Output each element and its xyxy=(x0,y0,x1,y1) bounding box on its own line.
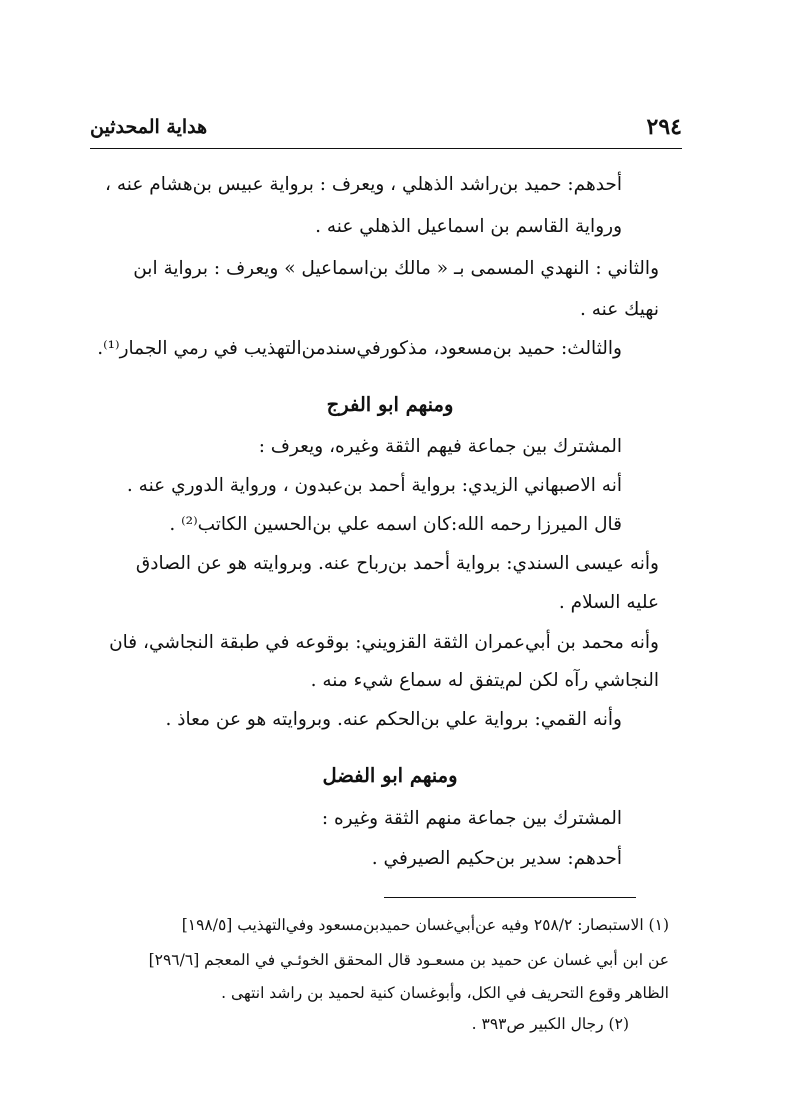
body-line: وأنه محمد بن أبي‌عمران الثقة القزويني: بوقوعه في طبقة النجاشي، فان xyxy=(109,632,659,653)
footnote-line: عن ابن أبي غسان عن حميد بن مسعـود قال المحقق الخوئـي في المعجم [٢٩٦/٦] xyxy=(148,951,669,969)
footnote-divider xyxy=(384,897,636,898)
body-line: أنه الاصبهاني الزيدي: برواية أحمد بن‌عبدون ، ورواية الدوري عنه . xyxy=(126,475,622,496)
body-line: وأنه القمي: برواية علي بن‌الحكم عنه. وبروايته هو عن معاذ . xyxy=(165,709,622,730)
section-heading: ومنهم ابو الفرج xyxy=(326,393,454,416)
page-number: ٢٩٤ xyxy=(646,114,682,140)
body-line: ورواية القاسم بن اسماعيل الذهلي عنه . xyxy=(315,216,622,237)
body-line: نهيك عنه . xyxy=(579,299,659,320)
footnote-line: (١) الاستبصار: ٢٥٨/٢ وفيه عن‌أبي‌غسان حميدبن‌مسعود وفي‌التهذيب [١٩٨/٥] xyxy=(181,916,669,934)
section-heading: ومنهم ابو الفضل xyxy=(322,764,458,787)
running-title: هداية المحدثين xyxy=(90,116,208,138)
page-header xyxy=(90,112,682,148)
body-line: المشترك بين جماعة فيهم الثقة وغيره، ويعرف : xyxy=(258,436,622,457)
body-line: النجاشي رآه لكن لم‌يتفق له سماع شيء منه . xyxy=(310,670,659,691)
body-line: وأنه عيسى السندي: برواية أحمد بن‌رباح عنه. وبروايته هو عن الصادق xyxy=(135,553,659,574)
body-line: أحدهم: سدير بن‌حكيم الصيرفي . xyxy=(371,848,622,869)
header-divider xyxy=(90,148,682,149)
body-line: المشترك بين جماعة منهم الثقة وغيره : xyxy=(321,808,622,829)
body-line: قال الميرزا رحمه الله:كان اسمه علي بن‌الحسين الكاتب⁽²⁾ . xyxy=(169,514,622,535)
footnote-line: الظاهر وقوع التحريف في الكل، وأبوغسان كنية لحميد بن راشد انتهى . xyxy=(221,984,669,1002)
body-line: أحدهم: حميد بن‌راشد الذهلي ، ويعرف : برواية عبيس بن‌هشام عنه ، xyxy=(105,174,622,195)
body-line: والثاني : النهدي المسمى بـ « مالك بن‌اسماعيل » ويعرف : برواية ابن xyxy=(133,258,659,279)
footnote-line: (٢) رجال الكبير ص٣٩٣ . xyxy=(471,1015,629,1033)
body-line: عليه السلام . xyxy=(558,592,659,613)
body-line: والثالث: حميد بن‌مسعود، مذكورفي‌سندمن‌التهذيب في رمي الجمار⁽¹⁾. xyxy=(97,338,622,359)
